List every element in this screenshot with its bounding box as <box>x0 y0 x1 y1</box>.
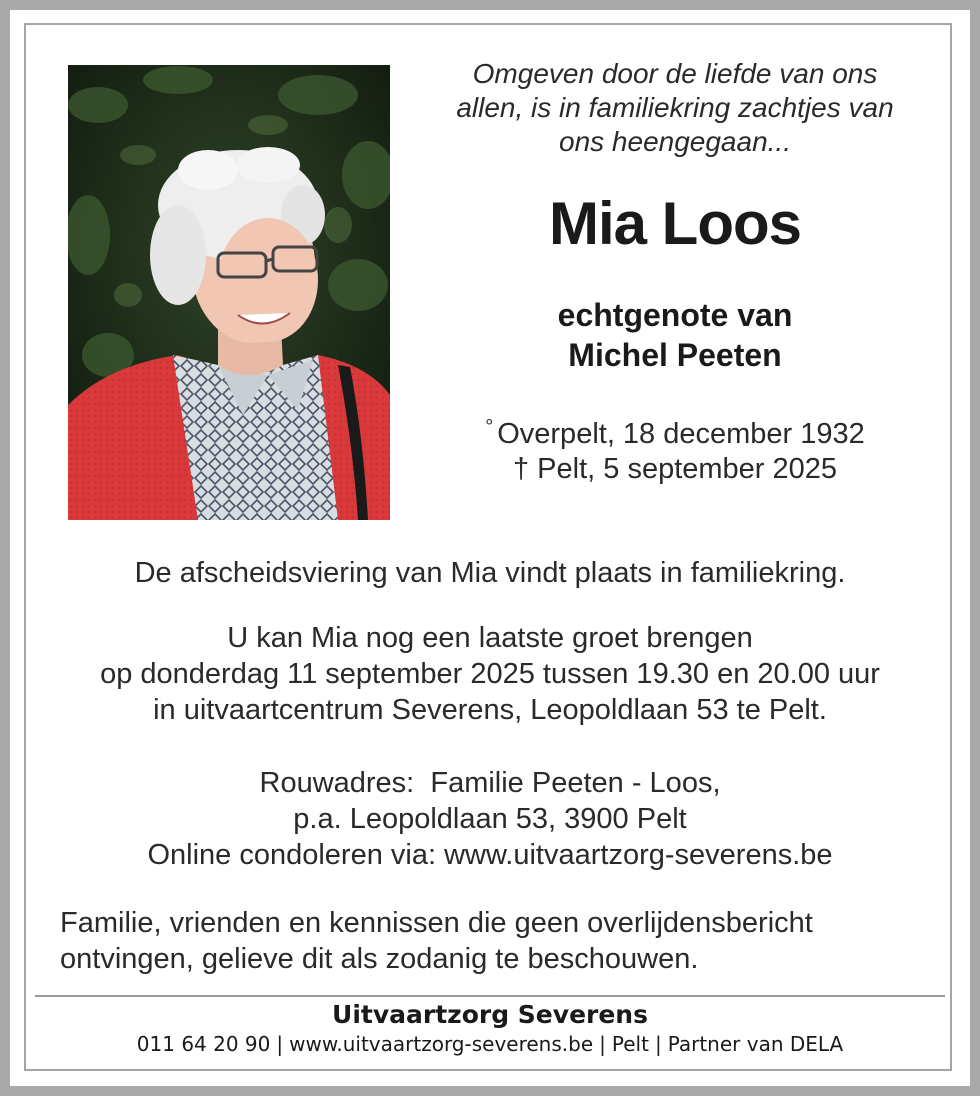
visitation-text <box>30 620 950 728</box>
address-text <box>30 765 950 873</box>
birth-line <box>415 410 935 452</box>
footer-city: Pelt <box>611 1032 649 1056</box>
footer-separator: | <box>276 1032 284 1056</box>
address-line: p.a. Leopoldlaan 53, 3900 Pelt <box>293 803 687 835</box>
intro-line: Omgeven door de liefde van ons <box>472 58 878 89</box>
visitation-line: in uitvaartcentrum Severens, Leopoldlaan 53 te Pelt. <box>153 694 827 726</box>
death-date: Pelt, 5 september 2025 <box>537 453 838 485</box>
footer-phone: 011 64 20 90 <box>136 1032 271 1056</box>
life-dates <box>415 410 935 487</box>
birth-date: Overpelt, 18 december 1932 <box>497 418 865 450</box>
deceased-name: Mia Loos <box>548 190 801 257</box>
funeral-home-name: Uitvaartzorg Severens <box>332 1000 648 1029</box>
footer-partner: Partner van DELA <box>667 1032 844 1056</box>
ceremony-line: De afscheidsviering van Mia vindt plaats in familiekring. <box>134 557 846 589</box>
notice-text <box>60 905 940 977</box>
address-line: Rouwadres: Familie Peeten - Loos, <box>259 767 721 799</box>
ceremony-text <box>30 555 950 591</box>
visitation-line: U kan Mia nog een laatste groet brengen <box>227 622 753 654</box>
notice-line: Familie, vrienden en kennissen die geen overlijdensbericht <box>60 907 813 939</box>
funeral-home-info <box>30 1030 950 1058</box>
spouse-info <box>415 295 935 375</box>
spouse-label: echtgenote van <box>557 297 793 333</box>
obituary-card <box>10 10 970 1086</box>
intro-line: ons heengegaan... <box>559 126 791 157</box>
death-line <box>415 452 935 487</box>
footer-separator: | <box>654 1032 662 1056</box>
condolence-line: Online condoleren via: www.uitvaartzorg-severens.be <box>147 839 833 871</box>
birth-symbol: ° <box>485 416 494 438</box>
footer-divider <box>35 995 945 997</box>
portrait-photo <box>68 65 390 520</box>
spouse-name: Michel Peeten <box>568 337 782 373</box>
death-symbol: † <box>512 453 530 485</box>
intro-text <box>415 57 935 159</box>
footer-separator: | <box>599 1032 606 1056</box>
notice-line: ontvingen, gelieve dit als zodanig te beschouwen. <box>60 943 699 975</box>
visitation-line: op donderdag 11 september 2025 tussen 19.30 en 20.00 uur <box>100 658 880 690</box>
footer-website: www.uitvaartzorg-severens.be <box>289 1032 594 1056</box>
intro-line: allen, is in familiekring zachtjes van <box>456 92 894 123</box>
